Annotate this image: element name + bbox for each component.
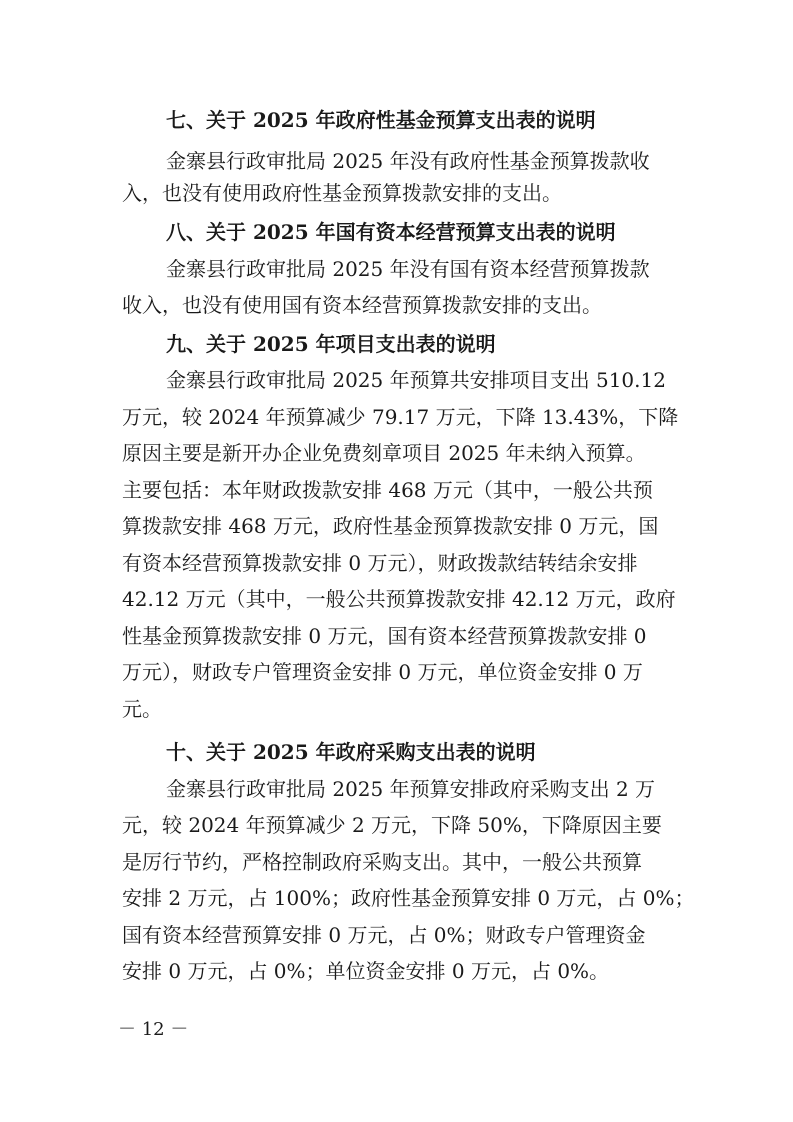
paragraph-line: 入，也没有使用政府性基金预算拨款安排的支出。: [122, 181, 562, 205]
paragraph-line: 金寨县行政审批局 2025 年预算共安排项目支出 510.12: [166, 368, 666, 392]
section-heading: 十、关于 2025 年政府采购支出表的说明: [166, 740, 536, 764]
paragraph-line: 原因主要是新开办企业免费刻章项目 2025 年未纳入预算。: [122, 441, 646, 465]
paragraph-line: 安排 0 万元，占 0%；单位资金安排 0 万元，占 0%。: [122, 959, 610, 983]
paragraph-line: 算拨款安排 468 万元，政府性基金预算拨款安排 0 万元，国: [122, 514, 659, 538]
section-heading: 七、关于 2025 年政府性基金预算支出表的说明: [166, 108, 596, 132]
paragraph-line: 金寨县行政审批局 2025 年预算安排政府采购支出 2 万: [166, 777, 656, 801]
paragraph-line: 主要包括：本年财政拨款安排 468 万元（其中，一般公共预: [122, 478, 653, 502]
section-heading: 八、关于 2025 年国有资本经营预算支出表的说明: [166, 220, 616, 244]
paragraph-line: 收入，也没有使用国有资本经营预算拨款安排的支出。: [122, 293, 602, 317]
paragraph-line: 元，较 2024 年预算减少 2 万元，下降 50%，下降原因主要: [122, 813, 662, 837]
paragraph-line: 性基金预算拨款安排 0 万元，国有资本经营预算拨款安排 0: [122, 624, 647, 648]
page-number: － 12 －: [118, 1019, 189, 1040]
paragraph-line: 金寨县行政审批局 2025 年没有国有资本经营预算拨款: [166, 257, 650, 281]
paragraph-line: 国有资本经营预算安排 0 万元，占 0%；财政专户管理资金: [122, 923, 646, 947]
paragraph-line: 42.12 万元（其中，一般公共预算拨款安排 42.12 万元，政府: [122, 587, 676, 611]
paragraph-line: 元。: [122, 697, 162, 721]
paragraph-line: 万元），财政专户管理资金安排 0 万元，单位资金安排 0 万: [122, 660, 643, 684]
paragraph-line: 是厉行节约，严格控制政府采购支出。其中，一般公共预算: [122, 850, 642, 874]
paragraph-line: 万元，较 2024 年预算减少 79.17 万元，下降 13.43%，下降: [122, 405, 679, 429]
paragraph-line: 安排 2 万元，占 100%；政府性基金预算安排 0 万元，占 0%；: [122, 886, 695, 910]
paragraph-line: 金寨县行政审批局 2025 年没有政府性基金预算拨款收: [166, 149, 650, 173]
paragraph-line: 有资本经营预算拨款安排 0 万元），财政拨款结转结余安排: [122, 551, 638, 575]
section-heading: 九、关于 2025 年项目支出表的说明: [166, 332, 496, 356]
